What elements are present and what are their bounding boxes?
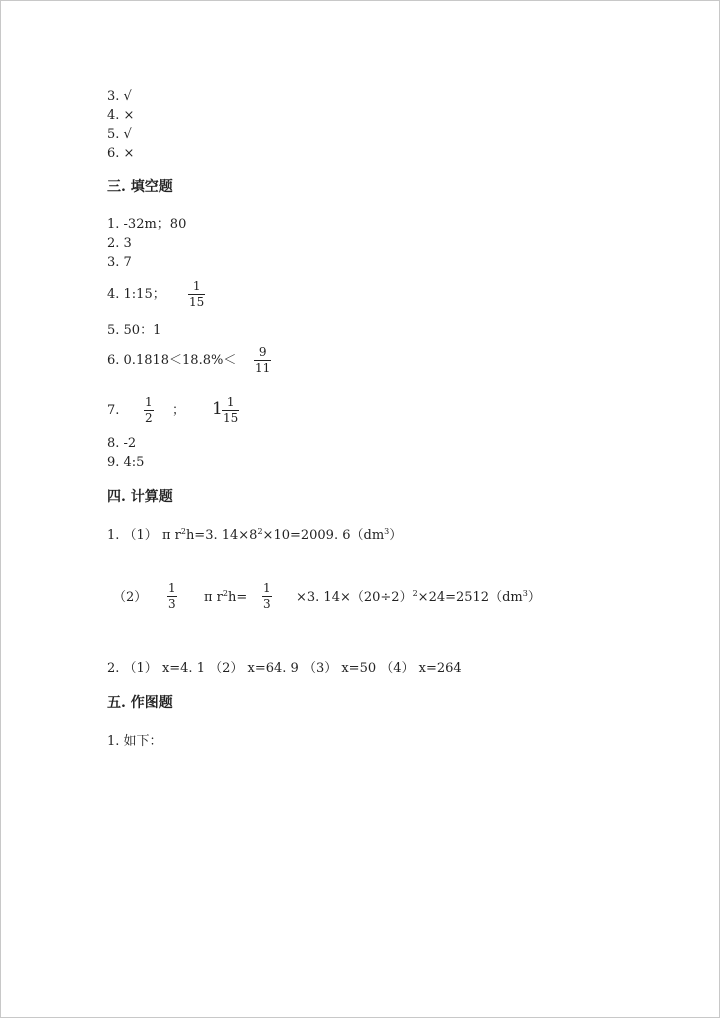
mixed-number-whole: 1 [212,399,223,419]
superscript: 3 [384,527,390,536]
fraction-numerator: 1 [263,581,271,595]
superscript: 2 [412,589,418,598]
answer-calc-2: 2. （1） x=4. 1 （2） x=64. 9 （3） x=50 （4） x=264 [107,661,462,676]
superscript: 2 [222,589,228,598]
fraction-calc-b [262,582,272,611]
fraction-denominator: 15 [189,295,205,309]
calc-text: π r [204,590,223,605]
superscript: 2 [257,527,263,536]
calc-text: ×3. 14×（20÷2） [296,590,413,605]
answer-draw-1: 1. 如下： [107,734,163,749]
part-label: （2） [113,590,148,605]
fraction-denominator: 2 [145,411,153,425]
answer-fill-3: 3. 7 [107,255,132,270]
fraction-denominator: 3 [168,597,176,611]
calc-text: h= [227,590,248,605]
answer-fill-2: 2. 3 [107,236,132,251]
fraction-denominator: 15 [223,411,239,425]
superscript: 2 [180,527,186,536]
answer-fill-5: 5. 50：1 [107,323,162,338]
calc-text: ） [527,590,541,605]
fraction-fill-6 [254,346,271,375]
fraction-numerator: 9 [258,345,267,359]
section-heading-calc: 四. 计算题 [107,489,173,505]
fraction-denominator: 11 [255,361,271,375]
fraction-fill-4 [188,280,205,309]
calc-text: ×24=2512（dm [417,590,523,605]
section-heading-draw: 五. 作图题 [107,695,173,711]
answer-fill-1: 1. -32m；80 [107,217,187,232]
fraction-numerator: 1 [192,279,201,293]
fraction-fill-7a [144,396,154,425]
answer-judge-4: 4. × [107,108,135,123]
answer-calc-1-part1 [107,528,402,544]
answer-fill-9: 9. 4:5 [107,455,145,470]
fraction-fill-7b [222,396,239,425]
calc-text: ） [389,528,403,543]
answer-calc-1-part2-rest [296,590,541,606]
answer-calc-1-part2-mid [204,590,247,606]
calc-text: 1. （1） π r [107,528,181,543]
superscript: 3 [522,589,528,598]
fraction-denominator: 3 [263,597,271,611]
answer-judge-6: 6. × [107,146,135,161]
fraction-numerator: 1 [145,395,153,409]
fraction-calc-a [167,582,177,611]
calc-text: h=3. 14×8 [185,528,258,543]
answer-fill-7: 7. [107,403,120,418]
separator: ； [172,403,186,418]
answer-judge-5: 5. √ [107,127,132,142]
calc-text: ×10=2009. 6（dm [262,528,385,543]
answer-fill-6: 6. 0.1818＜18.8%＜ [107,353,237,368]
fraction-numerator: 1 [226,395,235,409]
fraction-numerator: 1 [168,581,176,595]
answer-judge-3: 3. √ [107,89,132,104]
section-heading-fill: 三. 填空题 [107,179,173,195]
answer-fill-8: 8. -2 [107,436,137,451]
answer-fill-4: 4. 1:15； [107,287,166,302]
